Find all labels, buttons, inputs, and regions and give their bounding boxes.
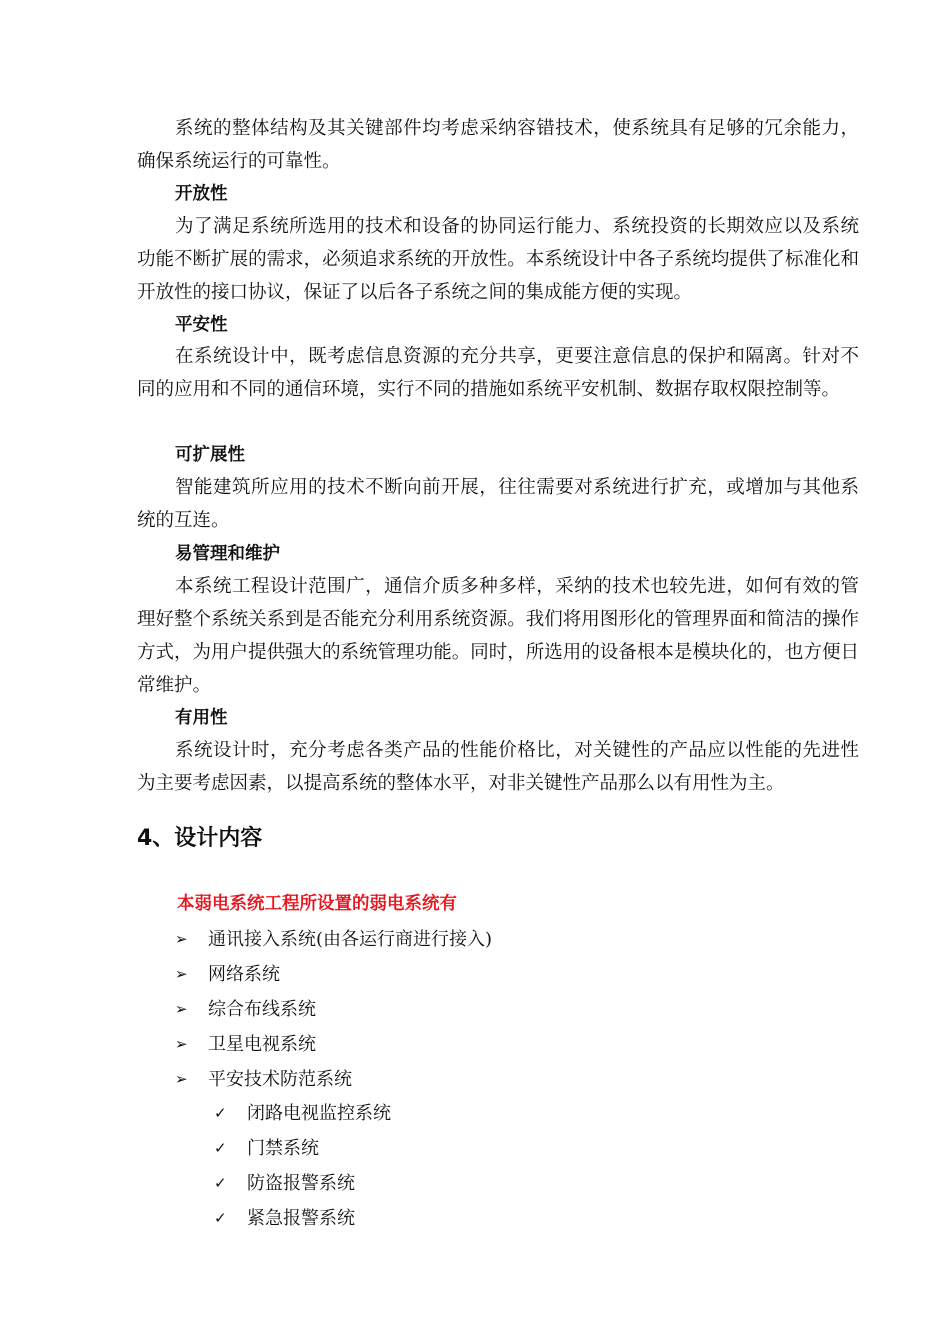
list-item-label: 通讯接入系统(由各运行商进行接入) (208, 929, 493, 950)
list-item (175, 992, 815, 1027)
maintenance-paragraph: 本系统工程设计范围广，通信介质多种多样，采纳的技术也较先进，如何有效的管理好整个系统关系到是否能充分利用系统资源。我们将用图形化的管理界面和简洁的操作方式，为用户提供强大的系统管理功能。同时，所选用的设备根本是模块化的，也方便日常维护。 (137, 576, 859, 696)
list-item (175, 957, 815, 992)
list-item (214, 1096, 814, 1131)
scalability-paragraph: 智能建筑所应用的技术不断向前开展，往往需要对系统进行扩充，或增加与其他系统的互连。 (137, 477, 859, 531)
list-item (175, 1027, 815, 1062)
arrow-bullet-icon: ➢ (175, 1035, 188, 1053)
security-paragraph: 在系统设计中，既考虑信息资源的充分共享，更要注意信息的保护和隔离。针对不同的应用和不同的通信环境，实行不同的措施如系统平安机制、数据存取权限控制等。 (137, 346, 859, 400)
list-item-label: 防盗报警系统 (247, 1173, 355, 1194)
arrow-bullet-icon: ➢ (175, 1000, 188, 1018)
list-item-label: 平安技术防范系统 (208, 1069, 352, 1090)
openness-paragraph: 为了满足系统所选用的技术和设备的协同运行能力、系统投资的长期效应以及系统功能不断扩展的需求，必须追求系统的开放性。本系统设计中各子系统均提供了标准化和开放性的接口协议，保证了以后各子系统之间的集成能方便的实现。 (137, 216, 859, 303)
system-list (175, 922, 815, 1097)
list-item (175, 922, 815, 957)
list-item (214, 1166, 814, 1201)
list-item-label: 综合布线系统 (208, 999, 316, 1020)
checkmark-bullet-icon: ✓ (214, 1209, 227, 1227)
arrow-bullet-icon: ➢ (175, 965, 188, 983)
list-item-label: 紧急报警系统 (247, 1208, 355, 1229)
list-item (214, 1131, 814, 1166)
list-item-label: 卫星电视系统 (208, 1034, 316, 1055)
maintenance-heading: 易管理和维护 (175, 544, 280, 564)
checkmark-bullet-icon: ✓ (214, 1174, 227, 1192)
list-item-label: 闭路电视监控系统 (247, 1103, 391, 1124)
checkmark-bullet-icon: ✓ (214, 1104, 227, 1122)
security-subsystem-list (214, 1096, 814, 1236)
openness-heading: 开放性 (175, 184, 228, 204)
list-item (175, 1062, 815, 1097)
utility-heading: 有用性 (175, 708, 228, 728)
section-title: 4、设计内容 (137, 826, 263, 851)
list-item-label: 网络系统 (208, 964, 280, 985)
arrow-bullet-icon: ➢ (175, 1070, 188, 1088)
list-item-label: 门禁系统 (247, 1138, 319, 1159)
reliability-paragraph: 系统的整体结构及其关键部件均考虑采纳容错技术，使系统具有足够的冗余能力，确保系统运行的可靠性。 (137, 118, 859, 172)
security-heading: 平安性 (175, 315, 228, 335)
scalability-heading: 可扩展性 (175, 445, 245, 465)
list-item (214, 1201, 814, 1236)
arrow-bullet-icon: ➢ (175, 930, 188, 948)
checkmark-bullet-icon: ✓ (214, 1139, 227, 1157)
utility-paragraph: 系统设计时，充分考虑各类产品的性能价格比，对关键性的产品应以性能的先进性为主要考虑因素，以提高系统的整体水平，对非关键性产品那么以有用性为主。 (137, 740, 859, 794)
system-list-heading: 本弱电系统工程所设置的弱电系统有 (177, 894, 457, 914)
